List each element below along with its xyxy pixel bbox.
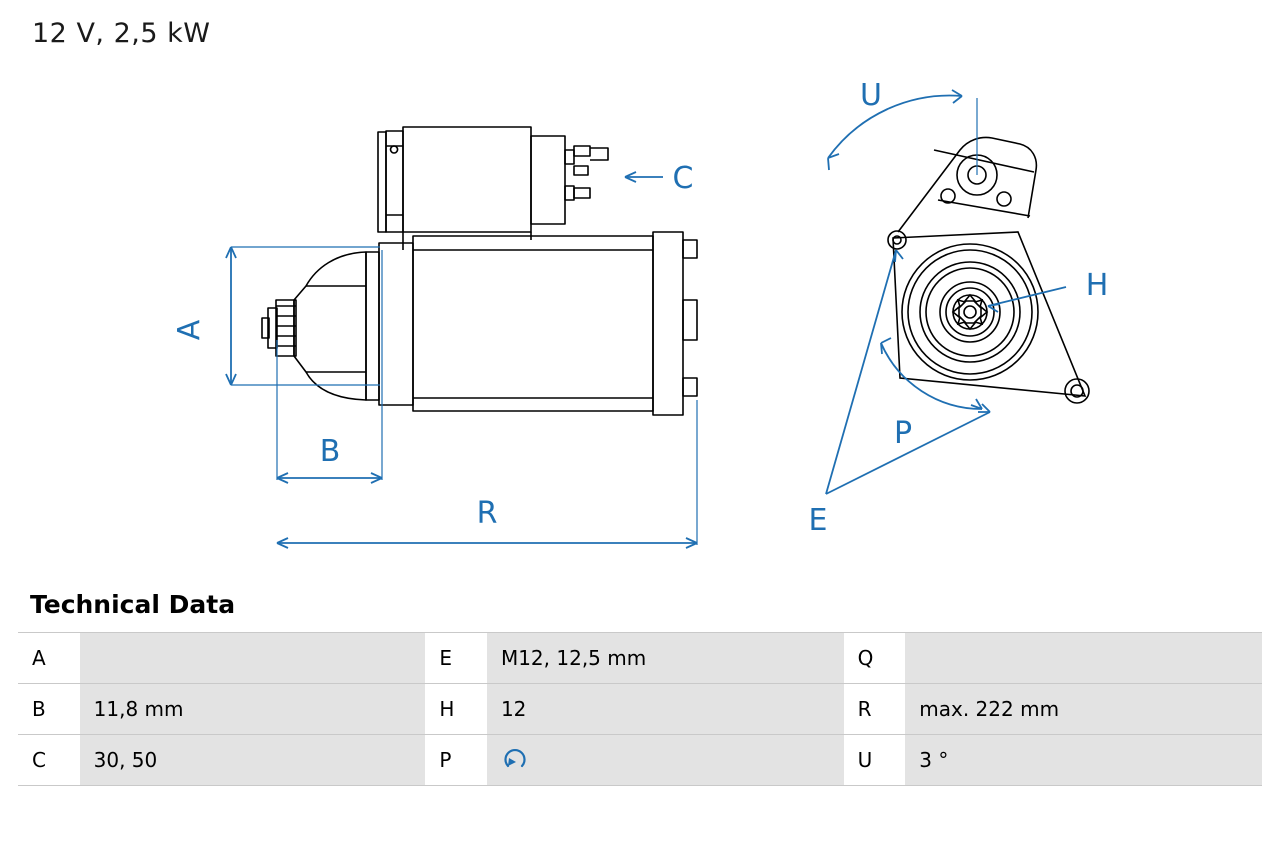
table-row [18, 633, 1262, 684]
row-key-r: R [844, 684, 906, 735]
row-value-p [487, 735, 844, 786]
dimension-label-B: B [319, 434, 341, 469]
row-key-c: C [18, 735, 80, 786]
row-value-b: 11,8 mm [80, 684, 426, 735]
dimension-label-C: C [672, 161, 694, 196]
row-value-u: 3 ° [905, 735, 1262, 786]
row-value-a [80, 633, 426, 684]
row-key-b: B [18, 684, 80, 735]
row-value-h: 12 [487, 684, 844, 735]
row-key-e: E [425, 633, 487, 684]
table-row [18, 735, 1262, 786]
row-value-q [905, 633, 1262, 684]
technical-data-heading: Technical Data [30, 590, 236, 619]
technical-data-table [18, 632, 1262, 786]
dimension-label-P: P [893, 416, 913, 451]
dimension-label-E: E [808, 503, 828, 538]
dimension-label-A: A [172, 319, 207, 341]
row-value-e: M12, 12,5 mm [487, 633, 844, 684]
dimension-label-U: U [860, 78, 882, 113]
rotation-direction-icon [501, 745, 531, 775]
dimension-label-H: H [1085, 268, 1109, 303]
row-key-q: Q [844, 633, 906, 684]
row-key-p: P [425, 735, 487, 786]
dimension-label-R: R [476, 496, 498, 531]
row-key-h: H [425, 684, 487, 735]
row-key-u: U [844, 735, 906, 786]
page-title: 12 V, 2,5 kW [32, 18, 211, 49]
row-key-a: A [18, 633, 80, 684]
row-value-r: max. 222 mm [905, 684, 1262, 735]
row-value-c: 30, 50 [80, 735, 426, 786]
table-row [18, 684, 1262, 735]
